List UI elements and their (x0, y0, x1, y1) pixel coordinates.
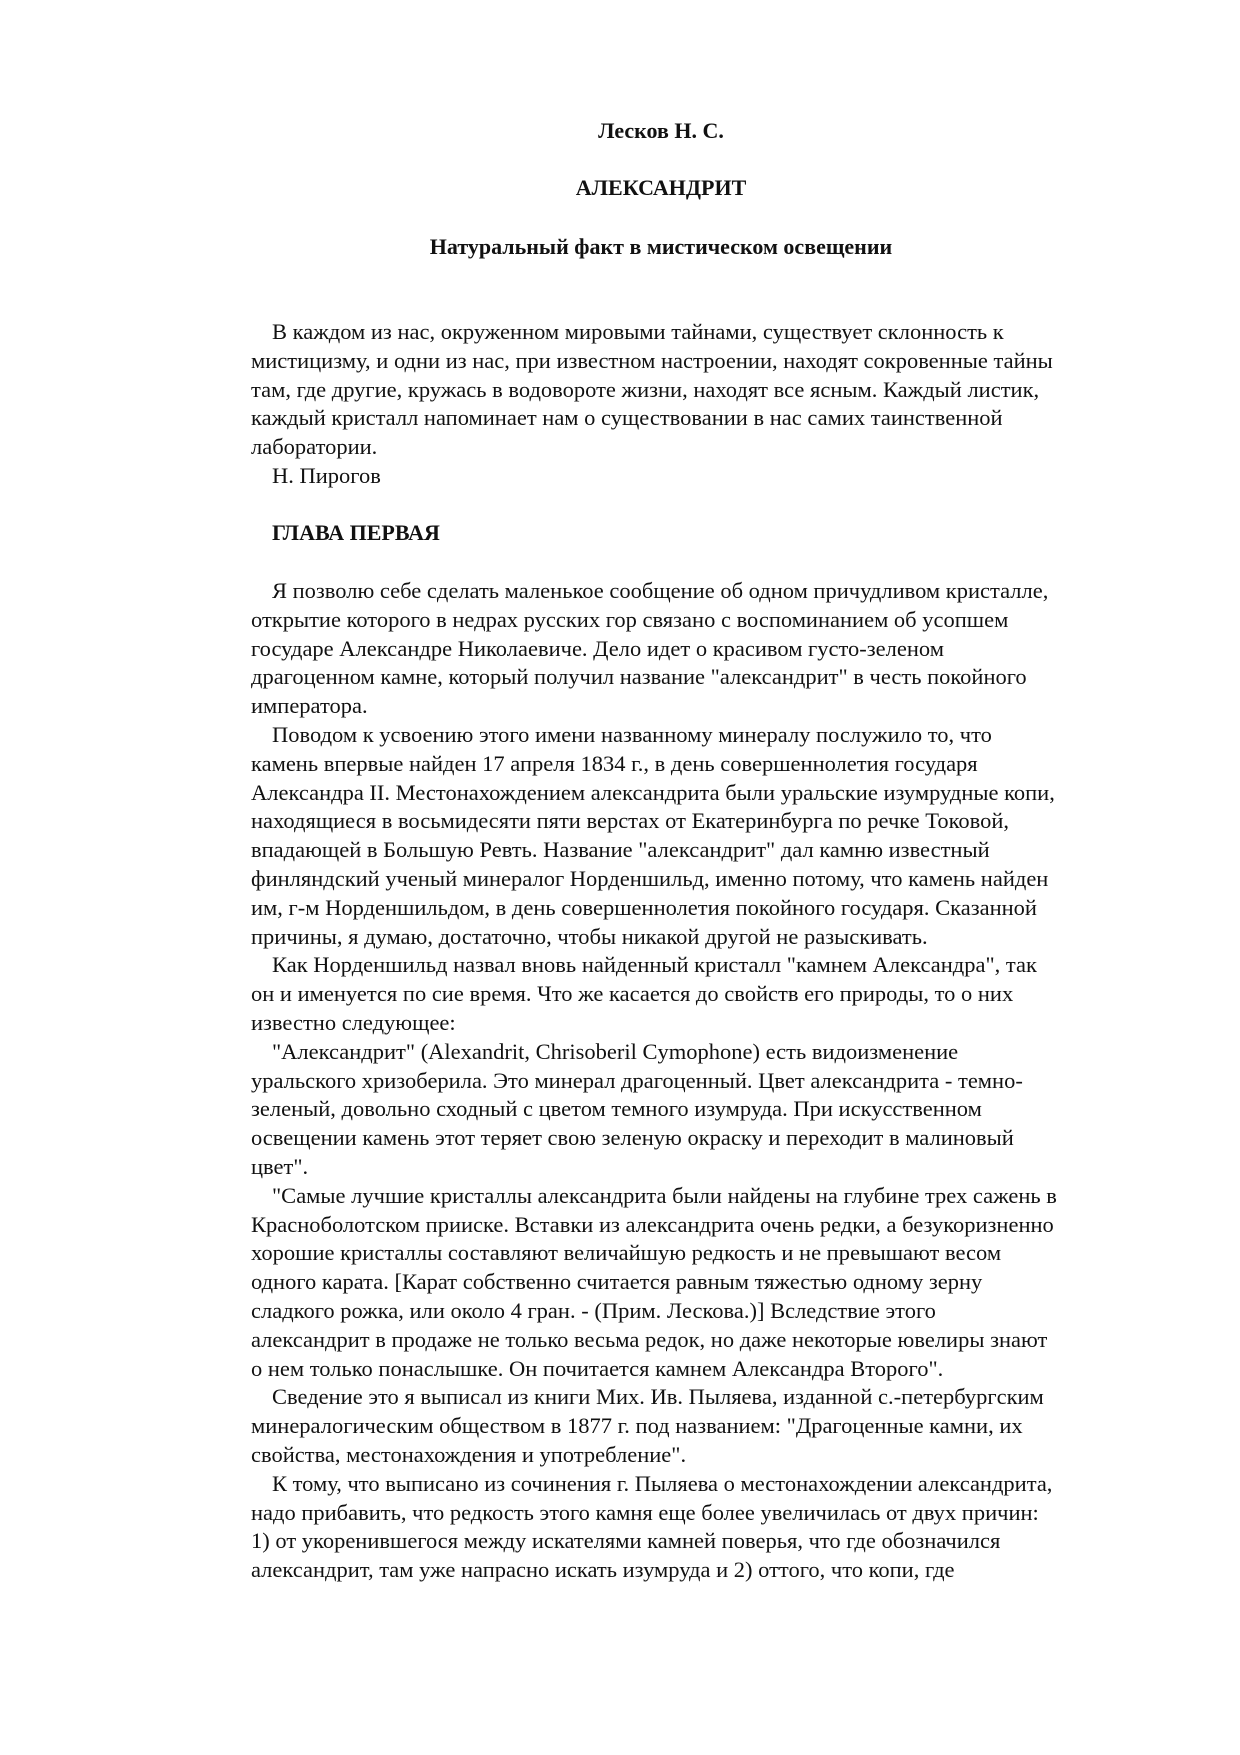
text-line: "Александрит" (Alexandrit, Chrisoberil Cymophone) есть видоизменение (272, 1038, 959, 1064)
text-line: освещении камень этот теряет свою зеленую окраску и переходит в малиновый (251, 1125, 1014, 1151)
epigraph-line: В каждом из нас, окруженном мировыми тайнами, существует склонность к (272, 319, 1004, 344)
epigraph-line: каждый кристалл напоминает нам о существовании в нас самих таинственной (251, 405, 1003, 431)
text-line: надо прибавить, что редкость этого камня еще более увеличилась от двух причин: (251, 1499, 1039, 1525)
text-line: Красноболотском прииске. Вставки из александрита очень редки, а безукоризненно (251, 1211, 1054, 1237)
text-line: он и именуется по сие время. Что же касается до свойств его природы, то о них (251, 981, 1014, 1007)
text-line: открытие которого в недрах русских гор связано с воспоминанием об усопшем (251, 606, 1009, 632)
text-line: впадающей в Большую Ревть. Название "александрит" дал камню известный (251, 837, 990, 863)
text-line: о нем только понаслышке. Он почитается камнем Александра Второго". (251, 1355, 944, 1381)
text-line: камень впервые найден 17 апреля 1834 г., в день совершеннолетия государя (251, 750, 978, 776)
text-line: минералогическим обществом в 1877 г. под названием: "Драгоценные камни, их (251, 1413, 1023, 1439)
epigraph-line: мистицизму, и одни из нас, при известном настроении, находят сокровенные тайны (251, 347, 1053, 373)
text-line: им, г-м Норденшильдом, в день совершеннолетия покойного государя. Сказанной (251, 894, 1037, 920)
text-line: зеленый, довольно сходный с цветом темного изумруда. При искусственном (251, 1096, 982, 1122)
epigraph-attribution: Н. Пирогов (272, 462, 381, 488)
text-line: 1) от укоренившегося между искателями камней поверья, что где обозначился (251, 1528, 1001, 1554)
story-subtitle: Натуральный факт в мистическом освещении (429, 234, 893, 259)
text-line: Поводом к усвоению этого имени названному минералу послужило то, что (272, 721, 992, 747)
text-line: Александра II. Местонахождением александрита были уральские изумрудные копи, (251, 779, 1055, 805)
text-line: свойства, местонахождения и употребление". (251, 1441, 687, 1467)
text-line: Я позволю себе сделать маленькое сообщение об одном причудливом кристалле, (272, 578, 1049, 603)
text-line: александрит, там уже напрасно искать изумруда и 2) оттого, что копи, где (251, 1557, 955, 1583)
text-line: находящиеся в восьмидесяти пяти верстах от Екатеринбурга по речке Токовой, (251, 808, 1010, 834)
text-line: одного карата. [Карат собственно считается равным тяжестью одному зерну (251, 1269, 983, 1295)
author-heading: Лесков Н. С. (598, 118, 724, 143)
text-line: "Самые лучшие кристаллы александрита были найдены на глубине трех сажень в (272, 1182, 1057, 1208)
text-line: финляндский ученый минералог Норденшильд, именно потому, что камень найден (251, 865, 1049, 891)
text-line: известно следующее: (251, 1009, 456, 1035)
epigraph-line: там, где другие, кружась в водовороте жизни, находят все ясным. Каждый листик, (251, 376, 1040, 402)
epigraph (251, 318, 1151, 491)
epigraph-line: лаборатории. (251, 434, 378, 460)
text-line: Сведение это я выписал из книги Мих. Ив. Пыляева, изданной с.-петербургским (272, 1384, 1044, 1410)
text-line: цвет". (251, 1153, 309, 1179)
chapter-heading: ГЛАВА ПЕРВАЯ (272, 520, 440, 545)
text-line: сладкого рожка, или около 4 гран. - (Прим. Лескова.)] Вследствие этого (251, 1297, 936, 1323)
text-line: уральского хризоберила. Это минерал драгоценный. Цвет александрита - темно- (251, 1067, 1023, 1093)
text-line: Как Норденшильд назвал вновь найденный кристалл "камнем Александра", так (272, 952, 1037, 978)
text-line: императора. (251, 693, 368, 719)
text-line: государе Александре Николаевиче. Дело идет о красивом густо-зеленом (251, 635, 944, 661)
chapter-body (251, 577, 1151, 1585)
text-line: причины, я думаю, достаточно, чтобы никакой другой не разыскивать. (251, 923, 928, 949)
text-line: драгоценном камне, который получил название "александрит" в честь покойного (251, 664, 1027, 690)
text-line: К тому, что выписано из сочинения г. Пыляева о местонахождении александрита, (272, 1470, 1053, 1496)
text-line: хорошие кристаллы составляют величайшую редкость и не превышают весом (251, 1240, 1002, 1266)
story-title: АЛЕКСАНДРИТ (575, 175, 747, 200)
text-line: александрит в продаже не только весьма редок, но даже некоторые ювелиры знают (251, 1326, 1048, 1352)
